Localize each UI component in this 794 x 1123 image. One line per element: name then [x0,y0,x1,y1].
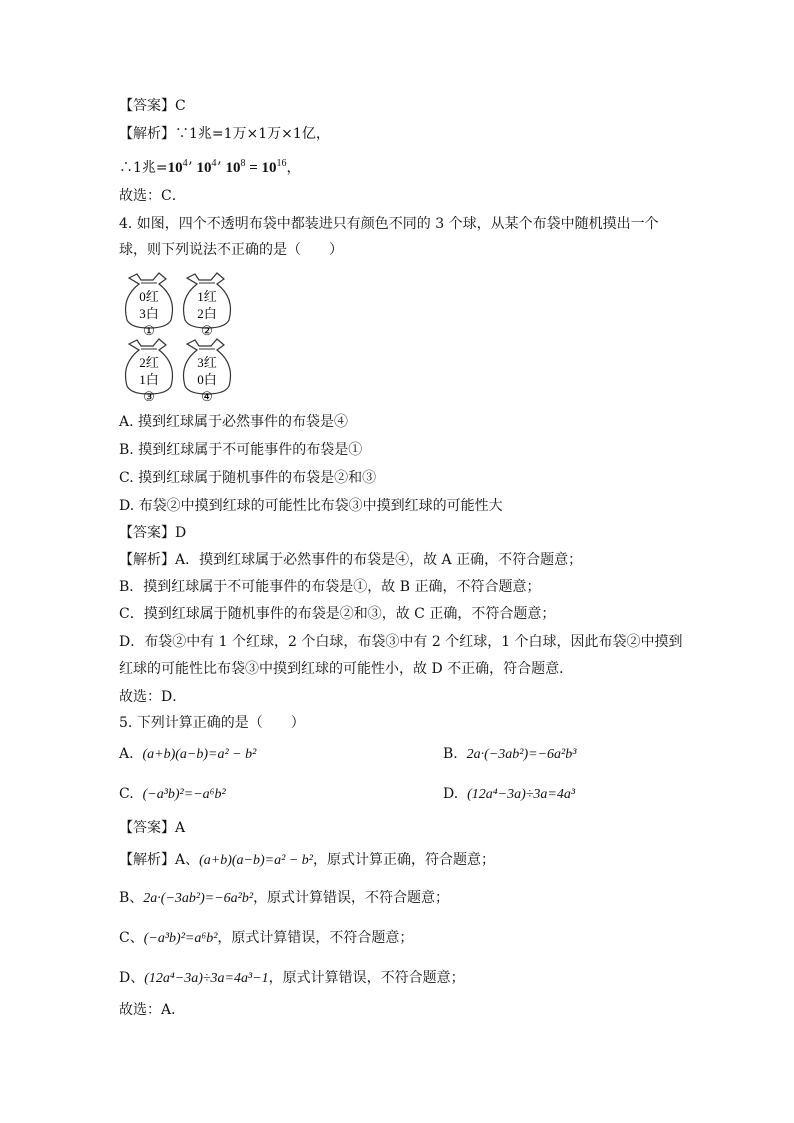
q5-analysis-a: 【解析】A、(a+b)(a−b)=a² − b²，原式计算正确，符合题意； [119,852,495,868]
q3-analysis-line1: 【解析】∵1兆=1万×1万×1亿， [119,126,330,142]
q5-option-d-math: (12a⁴−3a)÷3a=4a³ [467,787,576,802]
q5-option-b-label: B. [443,746,458,762]
q4-analysis-b: B．摸到红球属于不可能事件的布袋是①，故 B 正确，不符合题意； [119,579,541,595]
q3-analysis-line2: ∴1兆$=10^4ʼ$ $10^4ʼ$ $10^8 = 10^{16}$， [119,158,301,176]
q4-conclusion: 故选：D． [119,689,187,705]
q3-answer: 【答案】C [119,98,186,114]
bag-4 [184,339,231,402]
q5-option-c-math: (−a³b)²=−a⁶b² [142,787,226,802]
q4-option-a: A. 摸到红球属于必然事件的布袋是④ [119,414,349,430]
q5-stem: 5. 下列计算正确的是（ ） [119,715,305,731]
q5-option-c-label: C. [119,786,134,802]
bag-2 [184,273,231,338]
bag-3-line2: 1白 [139,372,159,387]
q5-option-b [443,744,576,765]
q5-conclusion: 故选：A． [119,1002,186,1018]
q4-option-c: C. 摸到红球属于随机事件的布袋是②和③ [119,470,377,486]
bag-1-line1: 0红 [139,289,159,304]
bag-1-label: ① [143,323,155,338]
bags-svg [119,270,239,402]
bag-4-label: ④ [201,389,213,402]
q4-analysis-d2: 红球的可能性比布袋③中摸到红球的可能性小，故 D 不正确，符合题意． [119,661,574,677]
q4-analysis-c: C．摸到红球属于随机事件的布袋是②和③，故 C 正确，不符合题意； [119,606,556,622]
q3-analysis-suffix: ， [286,160,301,176]
power-term-1: $10^4$ [167,158,188,176]
q5-analysis-a-math: (a+b)(a−b)=a² − b² [199,853,313,868]
q4-stem-line2: 球，则下列说法不正确的是（ ） [119,242,343,258]
q5-analysis-c: C、(−a³b)²=a⁶b²，原式计算错误，不符合题意； [119,930,414,946]
bag-4-line1: 3红 [197,355,217,370]
q5-analysis-b: B、2a·(−3ab²)=−6a²b²，原式计算错误，不符合题意； [119,890,450,906]
q5-answer: 【答案】A [119,820,186,836]
q5-option-d [443,784,575,805]
bag-3 [126,339,173,402]
q4-analysis-d1: D．布袋②中有 1 个红球，2 个白球，布袋③中有 2 个红球，1 个白球，因此布袋②中摸到 [119,634,683,650]
q3-analysis-prefix: ∴1兆= [119,160,168,176]
bag-2-label: ② [201,323,213,338]
bag-1-line2: 3白 [139,306,159,321]
q4-answer: 【答案】D [119,525,187,541]
q4-option-b: B. 摸到红球属于不可能事件的布袋是① [119,442,363,458]
q5-option-a-label: A. [119,746,134,762]
bag-2-line1: 1红 [197,289,217,304]
q5-analysis-b-math: 2a·(−3ab²)=−6a²b² [143,891,254,906]
q5-option-c [119,784,226,805]
q4-stem-line1: 4. 如图，四个不透明布袋中都装进只有颜色不同的 3 个球，从某个布袋中随机摸出一个 [119,216,659,232]
bags-figure [119,270,239,402]
q5-analysis-d: D、(12a⁴−3a)÷3a=4a³−1，原式计算错误，不符合题意； [119,970,465,986]
q4-option-d: D. 布袋②中摸到红球的可能性比布袋③中摸到红球的可能性大 [119,498,503,514]
q5-analysis-d-math: (12a⁴−3a)÷3a=4a³−1 [144,971,269,986]
q4-analysis-a: 【解析】A．摸到红球属于必然事件的布袋是④，故 A 正确，不符合题意； [119,552,583,568]
power-term-4: $10^{16}$ [261,158,287,176]
q5-option-a-math: (a+b)(a−b)=a² − b² [142,747,257,762]
q3-conclusion: 故选：C． [119,188,186,204]
power-term-3: $10^8$ [225,158,246,176]
bag-1 [126,273,173,338]
bag-2-line2: 2白 [197,306,217,321]
q5-analysis-c-math: (−a³b)²=a⁶b² [143,931,218,946]
q5-option-a [119,744,256,765]
bag-4-line2: 0白 [197,372,217,387]
power-term-2: $10^4$ [196,158,217,176]
q5-option-d-label: D. [443,786,459,802]
bag-3-line1: 2红 [139,355,159,370]
bag-3-label: ③ [143,389,155,402]
q5-option-b-math: 2a·(−3ab²)=−6a²b³ [466,747,577,762]
